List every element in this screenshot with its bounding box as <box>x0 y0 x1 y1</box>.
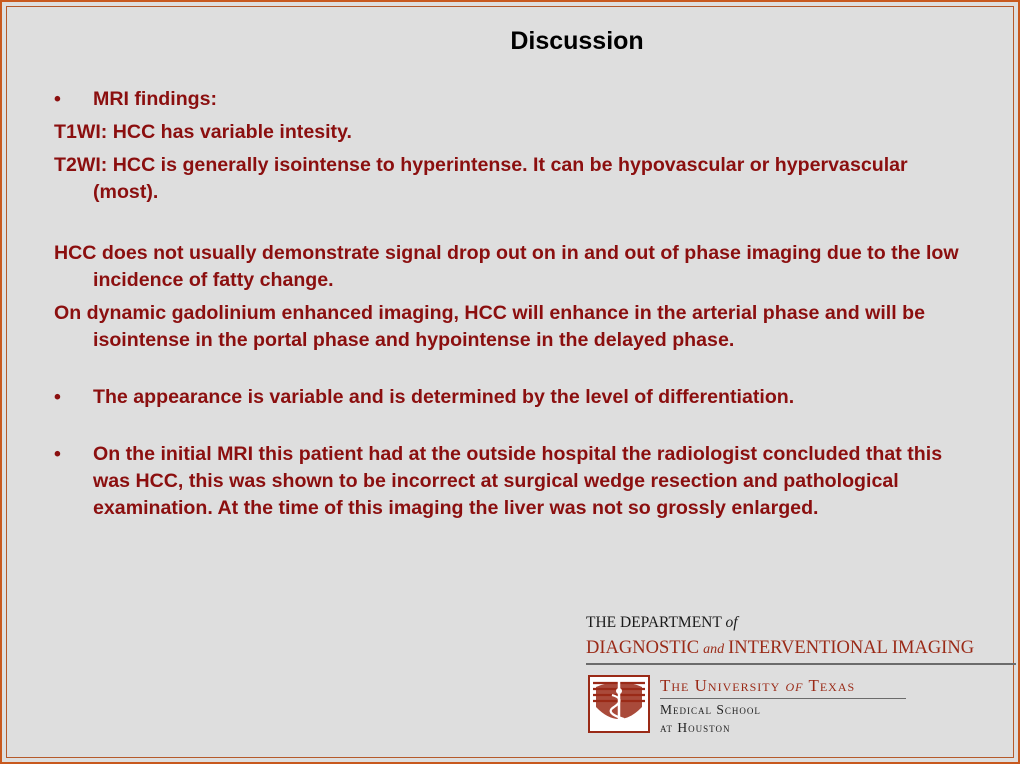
bullet-item <box>54 384 964 411</box>
university-name-part1: The University <box>660 676 781 695</box>
department-name <box>586 638 974 659</box>
paragraph-text: The appearance is variable and is determined by the level of differentiation. <box>93 386 795 408</box>
slide-title: Discussion <box>510 27 644 55</box>
university-name-part2: Texas <box>808 676 856 695</box>
department-name-part1: DIAGNOSTIC <box>586 638 700 658</box>
paragraph-text: MRI findings: <box>93 88 218 110</box>
bullet-mark: • <box>54 88 61 110</box>
paragraph: HCC does not usually demonstrate signal drop out on in and out of phase imaging due to the low incidence of fatty change. <box>54 242 959 291</box>
paragraph: T1WI: HCC has variable intesity. <box>54 121 352 143</box>
university-name-of: of <box>785 676 804 695</box>
university-name <box>660 676 855 696</box>
university-seal-icon <box>588 675 650 733</box>
department-name-part2: INTERVENTIONAL IMAGING <box>728 638 975 658</box>
paragraph: T2WI: HCC is generally isointense to hyperintense. It can be hypovascular or hypervascular (most). <box>54 154 908 203</box>
divider <box>586 663 1016 665</box>
department-heading-of: of <box>725 614 738 631</box>
paragraph: On dynamic gadolinium enhanced imaging, HCC will enhance in the arterial phase and will be isointense in the portal phase and hypointense in the delayed phase. <box>54 302 926 351</box>
department-name-and: and <box>703 642 725 657</box>
department-logo <box>586 614 1018 744</box>
bullet-item <box>54 86 964 113</box>
medical-school-label: Medical School <box>660 702 761 717</box>
divider <box>660 698 906 699</box>
bullet-mark: • <box>54 386 61 408</box>
department-heading-text: THE DEPARTMENT <box>586 614 722 631</box>
department-heading <box>586 614 738 632</box>
houston-label: at Houston <box>660 720 731 735</box>
bullet-mark: • <box>54 443 61 465</box>
slide-body <box>54 86 964 528</box>
paragraph-text: On the initial MRI this patient had at the outside hospital the radiologist concluded that this was HCC, this was shown to be incorrect at surgical wedge resection and pathological examination. At the time of this imaging the liver was not so grossly enlarged. <box>93 443 943 519</box>
bullet-item <box>54 441 964 522</box>
